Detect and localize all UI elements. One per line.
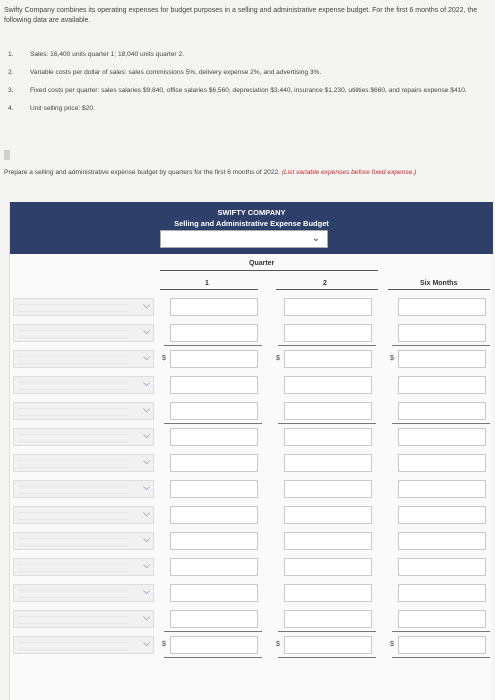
chevron-down-icon: ⌵ — [143, 612, 150, 622]
line-item-select[interactable] — [13, 298, 154, 316]
column-header-quarter-2: 2 — [323, 280, 327, 287]
line-item-select[interactable] — [13, 506, 154, 524]
budget-table — [9, 202, 492, 700]
amount-input-six-months[interactable] — [398, 298, 486, 316]
total-underline — [278, 345, 376, 346]
total-underline — [392, 657, 490, 658]
amount-input-quarter-2[interactable] — [284, 454, 372, 472]
problem-intro: Swifty Company combines its operating expenses for budget purposes in a selling and administrative expense budget. For the first 6 months of 2022, the following data are available. — [4, 7, 478, 24]
line-item-select[interactable] — [13, 610, 154, 628]
instruction-note: (List variable expenses before fixed expense.) — [281, 169, 417, 176]
list-item — [4, 104, 490, 113]
list-number: 2. — [8, 69, 14, 76]
amount-input-six-months[interactable] — [398, 558, 486, 576]
chevron-down-icon: ⌵ — [143, 456, 150, 466]
line-item-select[interactable] — [13, 636, 154, 654]
list-item — [4, 50, 490, 59]
currency-sign: $ — [276, 355, 280, 362]
amount-input-quarter-1[interactable] — [170, 428, 258, 446]
currency-sign: $ — [276, 641, 280, 648]
line-item-select[interactable] — [13, 584, 154, 602]
chevron-down-icon: ⌵ — [143, 352, 150, 362]
amount-input-six-months[interactable] — [398, 454, 486, 472]
amount-input-six-months[interactable] — [398, 480, 486, 498]
line-item-select[interactable] — [13, 324, 154, 342]
amount-input-quarter-1[interactable] — [170, 558, 258, 576]
amount-input-quarter-1[interactable] — [170, 636, 258, 654]
amount-input-quarter-1[interactable] — [170, 610, 258, 628]
chevron-down-icon: ⌵ — [143, 326, 150, 336]
amount-input-quarter-2[interactable] — [284, 298, 372, 316]
select-placeholder — [18, 512, 128, 520]
select-placeholder — [18, 434, 128, 442]
line-item-select[interactable] — [13, 480, 154, 498]
total-underline — [164, 423, 262, 424]
amount-input-quarter-1[interactable] — [170, 350, 258, 368]
total-underline — [164, 345, 262, 346]
amount-input-six-months[interactable] — [398, 532, 486, 550]
list-number: 1. — [8, 51, 14, 58]
chevron-down-icon: ⌵ — [143, 638, 150, 648]
select-placeholder — [18, 408, 128, 416]
total-underline — [278, 657, 376, 658]
chevron-down-icon: ⌵ — [143, 534, 150, 544]
divider — [4, 150, 10, 160]
select-placeholder — [18, 356, 128, 364]
amount-input-six-months[interactable] — [398, 610, 486, 628]
list-number: 4. — [8, 105, 14, 112]
amount-input-quarter-2[interactable] — [284, 376, 372, 394]
total-underline — [392, 423, 490, 424]
total-underline — [278, 423, 376, 424]
amount-input-quarter-2[interactable] — [284, 428, 372, 446]
list-item — [4, 86, 490, 95]
amount-input-quarter-1[interactable] — [170, 506, 258, 524]
amount-input-six-months[interactable] — [398, 428, 486, 446]
select-placeholder — [18, 538, 128, 546]
chevron-down-icon: ⌵ — [143, 508, 150, 518]
instruction-text: Prepare a selling and administrative expense budget by quarters for the first 6 months of 2022. — [4, 169, 280, 176]
currency-sign: $ — [390, 641, 394, 648]
total-underline — [278, 631, 376, 632]
amount-input-six-months[interactable] — [398, 402, 486, 420]
select-placeholder — [18, 330, 128, 338]
chevron-down-icon: ⌵ — [143, 300, 150, 310]
company-name: SWIFTY COMPANY — [217, 208, 286, 217]
amount-input-six-months[interactable] — [398, 584, 486, 602]
currency-sign: $ — [162, 641, 166, 648]
select-placeholder — [18, 616, 128, 624]
list-text: Sales: 16,400 units quarter 1; 18,040 units quarter 2. — [30, 51, 184, 58]
data-list — [4, 50, 490, 122]
amount-input-quarter-2[interactable] — [284, 350, 372, 368]
currency-sign: $ — [162, 355, 166, 362]
column-header-six-months: Six Months — [420, 280, 458, 287]
amount-input-six-months[interactable] — [398, 506, 486, 524]
total-underline — [164, 631, 262, 632]
budget-title: Selling and Administrative Expense Budget — [174, 219, 329, 228]
chevron-down-icon: ⌵ — [143, 430, 150, 440]
chevron-down-icon: ⌵ — [143, 586, 150, 596]
quarter-label: Quarter — [249, 260, 275, 267]
line-item-select[interactable] — [13, 454, 154, 472]
chevron-down-icon: ⌵ — [143, 560, 150, 570]
amount-input-quarter-2[interactable] — [284, 558, 372, 576]
amount-input-quarter-2[interactable] — [284, 402, 372, 420]
currency-sign: $ — [390, 355, 394, 362]
amount-input-six-months[interactable] — [398, 324, 486, 342]
amount-input-quarter-1[interactable] — [170, 324, 258, 342]
amount-input-quarter-2[interactable] — [284, 636, 372, 654]
amount-input-quarter-2[interactable] — [284, 532, 372, 550]
quarter-underline — [160, 270, 378, 271]
column-underline — [276, 289, 378, 290]
instruction — [4, 168, 490, 177]
chevron-down-icon: ⌵ — [143, 404, 150, 414]
line-item-select[interactable] — [13, 350, 154, 368]
total-underline — [392, 345, 490, 346]
column-underline — [160, 289, 258, 290]
amount-input-quarter-2[interactable] — [284, 324, 372, 342]
line-item-select[interactable] — [13, 532, 154, 550]
amount-input-quarter-2[interactable] — [284, 506, 372, 524]
amount-input-six-months[interactable] — [398, 350, 486, 368]
list-text: Unit selling price: $20. — [30, 105, 95, 112]
amount-input-quarter-1[interactable] — [170, 376, 258, 394]
amount-input-quarter-1[interactable] — [170, 298, 258, 316]
line-item-select[interactable] — [13, 428, 154, 446]
amount-input-quarter-1[interactable] — [170, 584, 258, 602]
amount-input-quarter-2[interactable] — [284, 610, 372, 628]
list-item — [4, 68, 490, 77]
line-item-select[interactable] — [13, 402, 154, 420]
budget-header — [10, 202, 493, 254]
list-text: Fixed costs per quarter: sales salaries $9,840, office salaries $6,560, depreciation $3,440, insurance $1,230, utilities $660, and repairs expense $410. — [30, 87, 467, 94]
chevron-down-icon: ⌵ — [143, 378, 150, 388]
chevron-down-icon: ⌄ — [311, 233, 320, 244]
select-placeholder — [18, 382, 128, 390]
amount-input-quarter-1[interactable] — [170, 402, 258, 420]
select-placeholder — [18, 304, 128, 312]
amount-input-quarter-1[interactable] — [170, 532, 258, 550]
select-placeholder — [18, 642, 128, 650]
list-text: Variable costs per dollar of sales: sales commissions 5%, delivery expense 2%, and advertising 3%. — [30, 69, 322, 76]
select-placeholder — [18, 486, 128, 494]
line-item-select[interactable] — [13, 558, 154, 576]
total-underline — [392, 631, 490, 632]
select-placeholder — [18, 460, 128, 468]
select-placeholder — [18, 590, 128, 598]
chevron-down-icon: ⌵ — [143, 482, 150, 492]
column-header-quarter-1: 1 — [205, 280, 209, 287]
list-number: 3. — [8, 87, 14, 94]
total-underline — [164, 657, 262, 658]
amount-input-quarter-1[interactable] — [170, 454, 258, 472]
amount-input-quarter-2[interactable] — [284, 480, 372, 498]
amount-input-quarter-2[interactable] — [284, 584, 372, 602]
amount-input-six-months[interactable] — [398, 636, 486, 654]
period-select[interactable] — [160, 230, 328, 248]
amount-input-quarter-1[interactable] — [170, 480, 258, 498]
amount-input-six-months[interactable] — [398, 376, 486, 394]
select-placeholder — [18, 564, 128, 572]
column-underline — [388, 289, 490, 290]
line-item-select[interactable] — [13, 376, 154, 394]
